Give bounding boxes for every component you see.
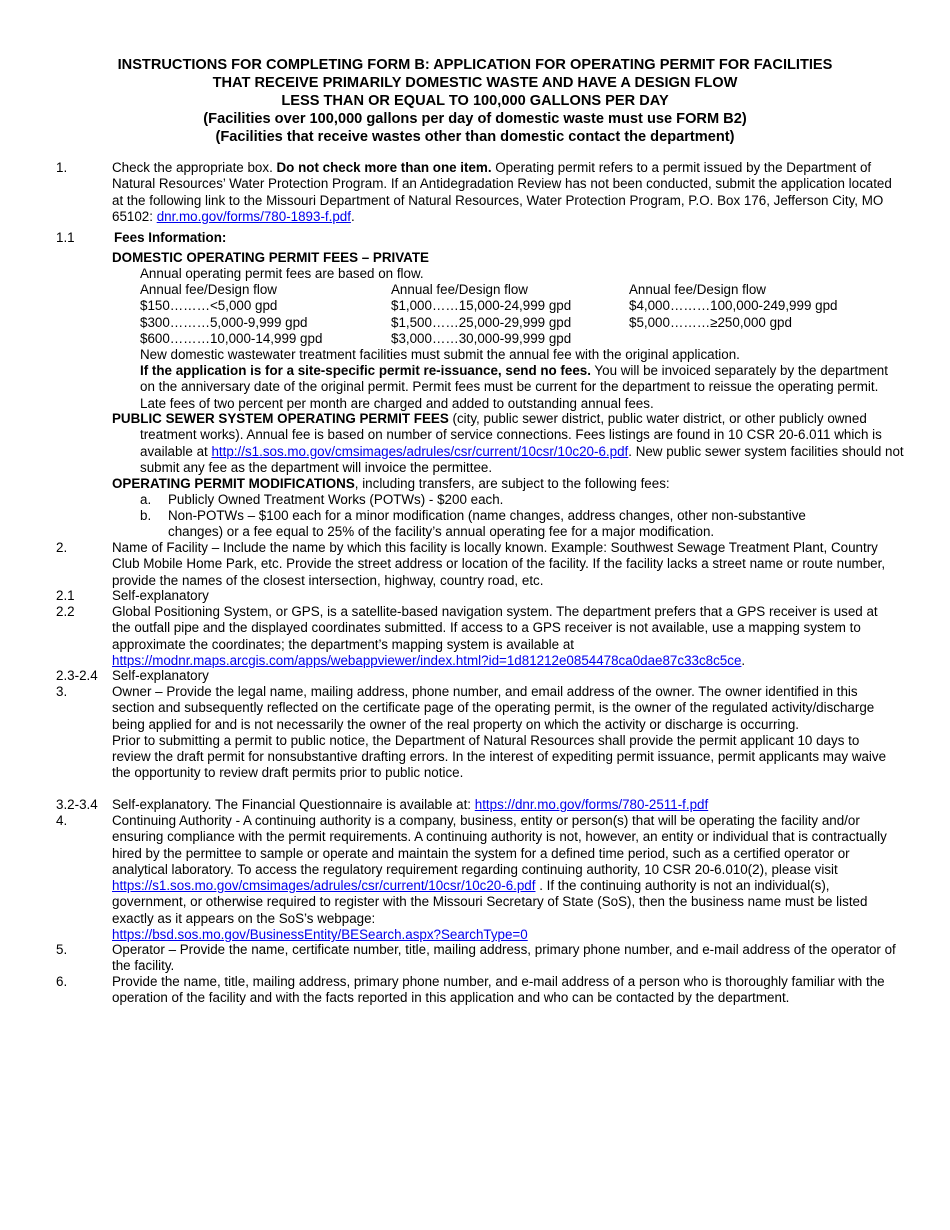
fee-row: $600………10,000-14,999 gpd <box>140 330 323 346</box>
title-line-2: THAT RECEIVE PRIMARILY DOMESTIC WASTE AND HAVE A DESIGN FLOW <box>212 75 738 91</box>
item-text: Operator – Provide the name, certificate number, title, mailing address, primary phone number, and e-mail address of the operator of the facility. <box>112 942 896 974</box>
item-2-2 <box>56 604 896 669</box>
item-text: Global Positioning System, or GPS, is a satellite-based navigation system. The department prefers that a GPS receiver is used at the outfall pipe and the displayed coordinates submitted. If access to a GPS receiver is not available, use a mapping system to approximate the coordinates; the department’s mapping system is available at https://modnr.maps.arcgis.com/apps/webappviewer/index.html?id=1d81212e0854478ca0dae87c33c8c5ce. <box>112 604 878 668</box>
continuing-authority-regulation-link[interactable]: https://s1.sos.mo.gov/cmsimages/adrules/csr/current/10csr/10c20-6.pdf <box>112 878 536 894</box>
fee-row: $1,000……15,000-24,999 gpd <box>391 298 572 314</box>
permit-modifications: OPERATING PERMIT MODIFICATIONS, including transfers, are subject to the following fees: <box>112 476 670 491</box>
item-2-1 <box>56 588 896 604</box>
item-2-3-2-4 <box>56 668 896 684</box>
item-text: Self-explanatory <box>112 588 209 603</box>
fees-based-on-flow: Annual operating permit fees are based on flow. <box>140 266 424 281</box>
financial-questionnaire-link[interactable]: https://dnr.mo.gov/forms/780-2511-f.pdf <box>474 797 709 812</box>
title-line-4: (Facilities over 100,000 gallons per day of domestic waste must use FORM B2) <box>203 111 747 127</box>
item-text: Self-explanatory. The Financial Questionnaire is available at: https://dnr.mo.gov/forms/780-2511-f.pdf <box>112 797 709 812</box>
item-2 <box>56 540 896 589</box>
fee-row: $1,500……25,000-29,999 gpd <box>391 314 572 330</box>
item-text-2: Prior to submitting a permit to public notice, the Department of Natural Resources shall provide the permit applicant 10 days to review the draft permit for nonsubstantive drafting errors. In the interest of expediting permit issuance, permit applicants may waive the opportunity to review draft permits prior to public notice. <box>112 732 887 781</box>
item-number: 6. <box>56 974 68 989</box>
reissue-note: If the application is for a site-specific permit re-issuance, send no fees. You will be invoiced separately by the department on the anniversary date of the original permit. Permit fees must be current for the department to reissue the operating permit. Late fees of two percent per month are charged and added to outstanding annual fees. <box>140 363 888 411</box>
title-line-1: INSTRUCTIONS FOR COMPLETING FORM B: APPLICATION FOR OPERATING PERMIT FOR FACILITIES <box>117 57 833 73</box>
item-text: Continuing Authority - A continuing authority is a company, business, entity or person(s) that will be operating the facility and/or ensuring compliance with the permit requirements. A continuing authority is not, however, an entity or individual that is contractually hired by the permittee to sample or operate and maintain the system for a defined time period, such as a certified operator or analytical laboratory. To access the regulatory requirement regarding continuing authority, 10 CSR 20-6.010(2), please visit https://s1.sos.mo.gov/cmsimages/adrules/csr/current/10csr/10c20-6.pdf . If the continuing authority is not an individual(s), government, or otherwise required to register with the Missouri Secretary of State (SoS), then the business name must be listed exactly as it appears on the SoS’s webpage: https://bsd.sos.mo.gov/BusinessEntity/BESearch.aspx?SearchType=0 <box>112 813 887 943</box>
item-3-2-3-4 <box>56 797 896 813</box>
sos-business-search-link[interactable]: https://bsd.sos.mo.gov/BusinessEntity/BESearch.aspx?SearchType=0 <box>112 927 528 943</box>
item-1 <box>56 160 896 225</box>
fee-column-header: Annual fee/Design flow <box>629 282 766 297</box>
item-number: 3. <box>56 684 68 699</box>
item-6 <box>56 974 896 1007</box>
modification-a-label: a. <box>140 492 152 507</box>
item-4 <box>56 813 896 943</box>
fee-row: $4,000………100,000-249,999 gpd <box>629 298 838 314</box>
item-1-1 <box>56 230 896 246</box>
title-line-3: LESS THAN OR EQUAL TO 100,000 GALLONS PER DAY <box>281 93 669 109</box>
fee-column-2 <box>391 282 571 347</box>
private-fees-heading: DOMESTIC OPERATING PERMIT FEES – PRIVATE <box>112 250 429 265</box>
modification-a: Publicly Owned Treatment Works (POTWs) - $200 each. <box>168 492 504 507</box>
item-number: 2.2 <box>56 604 75 619</box>
fee-row: $300………5,000-9,999 gpd <box>140 314 308 330</box>
item-number: 2. <box>56 540 68 555</box>
item-number: 2.1 <box>56 588 75 603</box>
fee-row: $3,000……30,000-99,999 gpd <box>391 330 572 346</box>
item-3 <box>56 684 896 782</box>
public-sewer-fees: PUBLIC SEWER SYSTEM OPERATING PERMIT FEES (city, public sewer district, public water district, or other publicly owned treatment works). Annual fee is based on number of service connections. Fees listings are found in 10 CSR 20-6.011 which is available at http://s1.sos.mo.gov/cmsimages/adrules/csr/current/10csr/10c20-6.pdf. New public sewer system facilities should not submit any fee as the department will invoice the permittee. <box>112 411 904 475</box>
item-number: 1. <box>56 160 68 175</box>
item-number: 2.3-2.4 <box>56 668 98 683</box>
modification-b: Non-POTWs – $100 each for a minor modification (name changes, address changes, other non-substantive changes) or a fee equal to 25% of the facility’s annual operating fee for a major modification. <box>168 508 806 540</box>
fee-row: $150………<5,000 gpd <box>140 298 278 314</box>
item-number: 5. <box>56 942 68 957</box>
document-title <box>40 56 910 146</box>
fees-heading: Fees Information: <box>114 230 227 245</box>
new-facilities-note: New domestic wastewater treatment facilities must submit the annual fee with the original application. <box>140 347 740 362</box>
fee-row: $5,000………≥250,000 gpd <box>629 314 792 330</box>
item-number: 3.2-3.4 <box>56 797 98 812</box>
mapping-system-link[interactable]: https://modnr.maps.arcgis.com/apps/webappviewer/index.html?id=1d81212e0854478ca0dae87c33c8c5ce <box>112 652 742 668</box>
fee-column-header: Annual fee/Design flow <box>140 282 277 297</box>
item-text: Check the appropriate box. Do not check more than one item. Operating permit refers to a permit issued by the Department of Natural Resources’ Water Protection Program. If an Antidegradation Review has not been conducted, submit the application located at the following link to the Missouri Department of Natural Resources, Water Protection Program, P.O. Box 176, Jefferson City, MO 65102: dnr.mo.gov/forms/780-1893-f.pdf. <box>112 160 892 224</box>
antidegradation-form-link[interactable]: dnr.mo.gov/forms/780-1893-f.pdf <box>156 208 351 224</box>
fee-column-1 <box>140 282 322 347</box>
modification-b-label: b. <box>140 508 152 523</box>
item-text: Owner – Provide the legal name, mailing address, phone number, and email address of the owner. The owner identified in this section and subsequently reflected on the certificate page of the operating permit, is the owner of the regulated activity/discharge being applied for and is not necessarily the owner of the real property on which the activity or discharge is occurring. <box>112 684 875 732</box>
item-text: Name of Facility – Include the name by which this facility is locally known. Example: Southwest Sewage Treatment Plant, Country Club Mobile Home Park, etc. Provide the street address or location of the facility. If the facility lacks a street name or route number, provide the names of the closest intersection, highway, country road, etc. <box>112 540 886 588</box>
item-number: 1.1 <box>56 230 75 245</box>
item-text: Self-explanatory <box>112 668 209 683</box>
csr-10c20-6-link[interactable]: http://s1.sos.mo.gov/cmsimages/adrules/csr/current/10csr/10c20-6.pdf <box>211 443 629 459</box>
fee-column-header: Annual fee/Design flow <box>391 282 528 297</box>
fee-column-3 <box>629 282 837 331</box>
item-5 <box>56 942 896 975</box>
title-line-5: (Facilities that receive wastes other than domestic contact the department) <box>215 129 735 145</box>
item-text: Provide the name, title, mailing address, primary phone number, and e-mail address of a person who is thoroughly familiar with the operation of the facility and with the facts reported in this application and who can be contacted by the department. <box>112 974 885 1006</box>
item-number: 4. <box>56 813 68 828</box>
